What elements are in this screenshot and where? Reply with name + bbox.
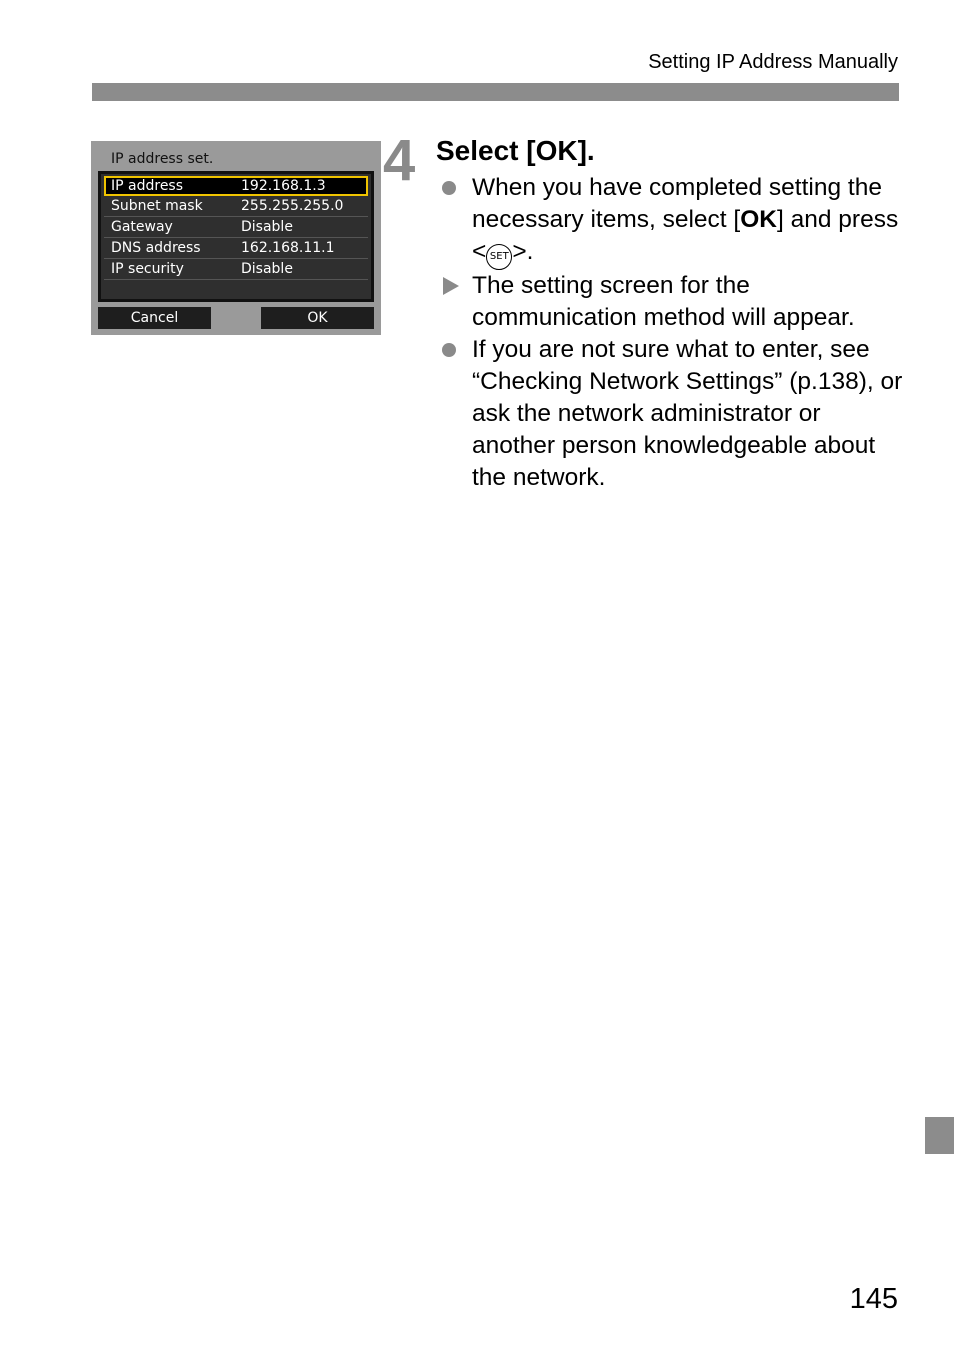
- instruction-list: [436, 172, 906, 494]
- chapter-tab: [925, 1117, 954, 1154]
- item-text: ] and press <: [472, 206, 899, 265]
- step-number: 4: [383, 128, 416, 193]
- row-value: Disable: [241, 261, 293, 277]
- list-item: [436, 334, 906, 494]
- item-text: The setting screen for the communication method will appear.: [472, 272, 855, 331]
- set-button-icon: SET: [486, 244, 512, 270]
- camera-screen-title: IP address set.: [111, 151, 214, 167]
- running-header: Setting IP Address Manually: [648, 51, 898, 73]
- table-row[interactable]: [104, 260, 368, 280]
- row-label: IP security: [111, 261, 184, 277]
- list-item: [436, 270, 906, 334]
- row-label: Subnet mask: [111, 198, 203, 214]
- item-text: >.: [512, 238, 534, 265]
- table-row[interactable]: [104, 218, 368, 238]
- row-value: 192.168.1.3: [241, 178, 326, 194]
- page-number: 145: [849, 1283, 898, 1315]
- header-rule: [92, 83, 899, 101]
- circle-bullet-icon: [442, 343, 456, 357]
- row-label: DNS address: [111, 240, 201, 256]
- table-row[interactable]: [104, 197, 368, 217]
- row-label: IP address: [111, 178, 184, 194]
- ip-settings-table: [98, 171, 374, 302]
- row-value: 162.168.11.1: [241, 240, 335, 256]
- table-row[interactable]: [104, 239, 368, 259]
- list-item: [436, 172, 906, 270]
- ok-button[interactable]: OK: [261, 307, 374, 329]
- cancel-button[interactable]: Cancel: [98, 307, 211, 329]
- item-text: If you are not sure what to enter, see “Checking Network Settings” (p.138), or ask the network administrator or another person knowledgeable about the network.: [472, 336, 903, 491]
- circle-bullet-icon: [442, 181, 456, 195]
- ok-bold-label: OK: [740, 206, 777, 233]
- triangle-bullet-icon: [443, 277, 459, 295]
- row-value: 255.255.255.0: [241, 198, 344, 214]
- camera-screen: [91, 141, 381, 335]
- row-value: Disable: [241, 219, 293, 235]
- step-title: Select [OK].: [436, 135, 595, 166]
- item-text: When you have completed setting the necessary items, select [: [472, 174, 882, 233]
- table-row[interactable]: [104, 176, 368, 196]
- row-label: Gateway: [111, 219, 173, 235]
